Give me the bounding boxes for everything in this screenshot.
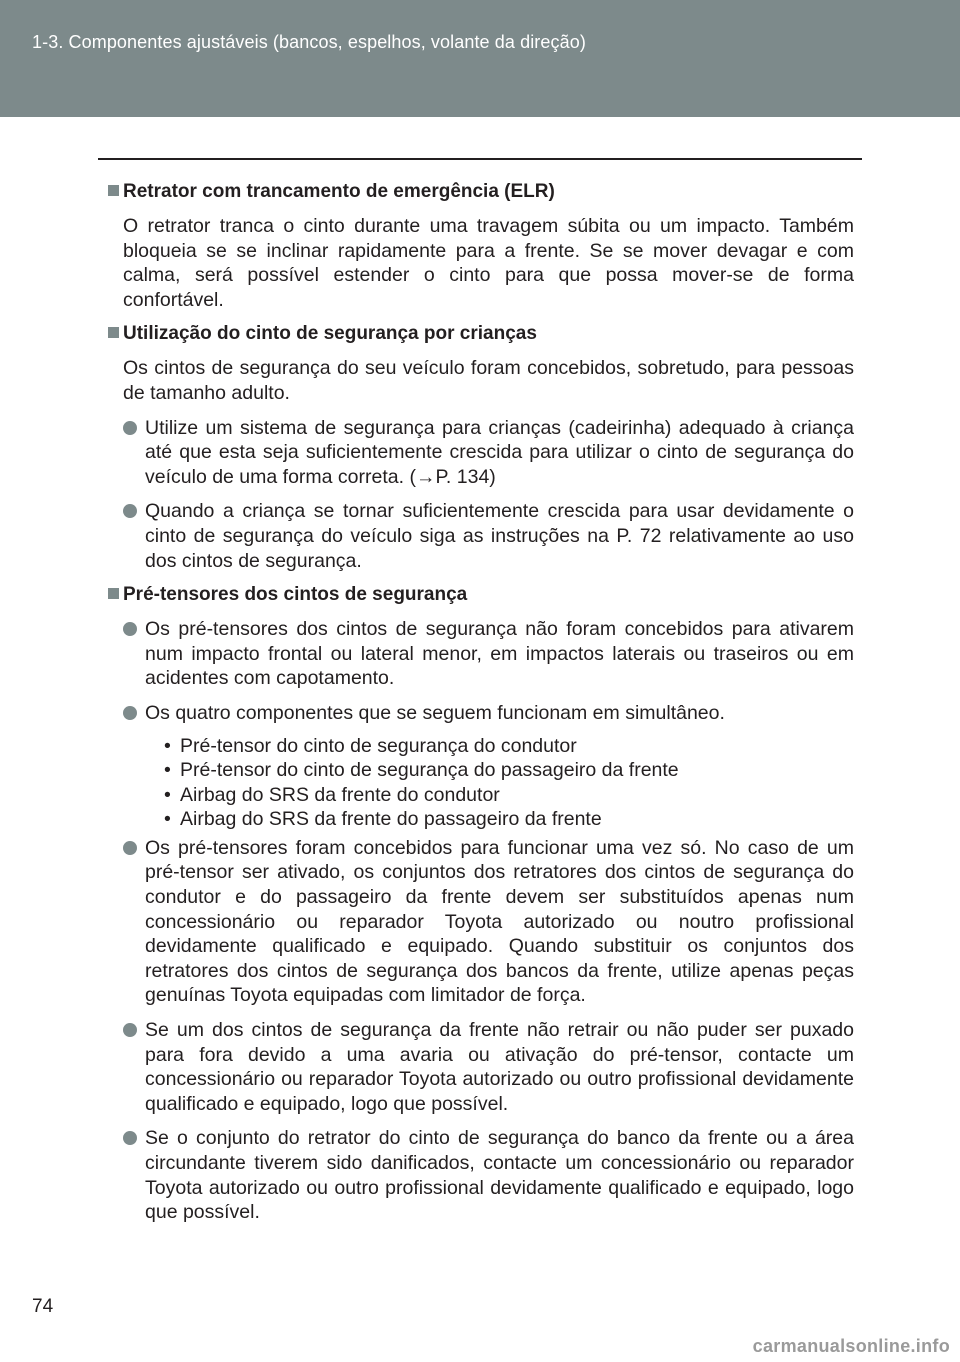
page-content — [108, 180, 854, 1235]
circle-bullet-icon — [123, 421, 137, 435]
circle-bullet-icon — [123, 504, 137, 518]
list-item: Os quatro componentes que se seguem funcionam em simultâneo. — [145, 701, 854, 726]
sublist-item: • Airbag do SRS da frente do passageiro da frente — [160, 807, 854, 832]
paragraph: O retrator tranca o cinto durante uma travagem súbita ou um impacto. Também bloqueia se se inclinar rapidamente para a frente. Se se mover devagar e com calma, será possível estender o cinto para que possa mover-se de forma confortável. — [123, 215, 854, 311]
divider-line — [98, 158, 862, 160]
watermark: carmanualsonline.info — [752, 1336, 950, 1356]
section-title-pretensioners: Pré-tensores dos cintos de segurança — [108, 583, 854, 607]
list-item: Se um dos cintos de segurança da frente não retrair ou não puder ser puxado para fora devido a uma avaria ou ativação do pré-tensor, contacte um concessionário ou reparador Toyota autorizado ou outro profissional devidamente qualificado e equipado, logo que possível. — [145, 1018, 854, 1116]
list-item: Os pré-tensores foram concebidos para funcionar uma vez só. No caso de um pré-tensor ser ativado, os conjuntos dos retratores dos cintos de segurança do condutor e do passageiro da frente devem ser substituídos apenas num concessionário ou reparador Toyota autorizado ou noutro profissional devidamente qualificado e equipado. Quando substituir os conjuntos dos retratores dos cintos de segurança dos bancos da frente, utilize apenas peças genuínas Toyota equipadas com limitador de força. — [145, 836, 854, 1008]
sublist-item: • Airbag do SRS da frente do condutor — [160, 783, 854, 808]
list-item: Se o conjunto do retrator do cinto de segurança do banco da frente ou a área circundante tiverem sido danificados, contacte um concessionário ou reparador Toyota autorizado ou outro profissional devidamente qualificado e equipado, logo que possível. — [145, 1126, 854, 1224]
circle-bullet-icon — [123, 622, 137, 636]
chapter-title: 1-3. Componentes ajustáveis (bancos, espelhos, volante da direção) — [32, 32, 586, 52]
page-number: 74 — [32, 1296, 54, 1317]
square-bullet-icon — [108, 327, 119, 338]
square-bullet-icon — [108, 588, 119, 599]
list-item: Os pré-tensores dos cintos de segurança não foram concebidos para ativarem num impacto frontal ou lateral menor, em impactos laterais ou traseiros ou em acidentes com capotamento. — [145, 617, 854, 691]
sublist-item: • Pré-tensor do cinto de segurança do passageiro da frente — [160, 758, 854, 783]
list-item: Utilize um sistema de segurança para crianças (cadeirinha) adequado à criança até que esta seja suficientemente crescida para utilizar o cinto de segurança do veículo de uma forma correta. (→P. 134) — [145, 416, 854, 490]
paragraph: Os cintos de segurança do seu veículo foram concebidos, sobretudo, para pessoas de tamanho adulto. — [123, 357, 854, 404]
sublist-item: • Pré-tensor do cinto de segurança do condutor — [160, 734, 854, 759]
circle-bullet-icon — [123, 1131, 137, 1145]
section-title-children: Utilização do cinto de segurança por crianças — [108, 322, 854, 346]
component-sublist — [160, 734, 854, 832]
page-header — [0, 0, 960, 117]
square-bullet-icon — [108, 185, 119, 196]
section-title-elr: Retrator com trancamento de emergência (ELR) — [108, 180, 854, 204]
circle-bullet-icon — [123, 706, 137, 720]
circle-bullet-icon — [123, 841, 137, 855]
circle-bullet-icon — [123, 1023, 137, 1037]
list-item: Quando a criança se tornar suficientemente crescida para usar devidamente o cinto de segurança do veículo siga as instruções na P. 72 relativamente ao uso dos cintos de segurança. — [145, 499, 854, 573]
